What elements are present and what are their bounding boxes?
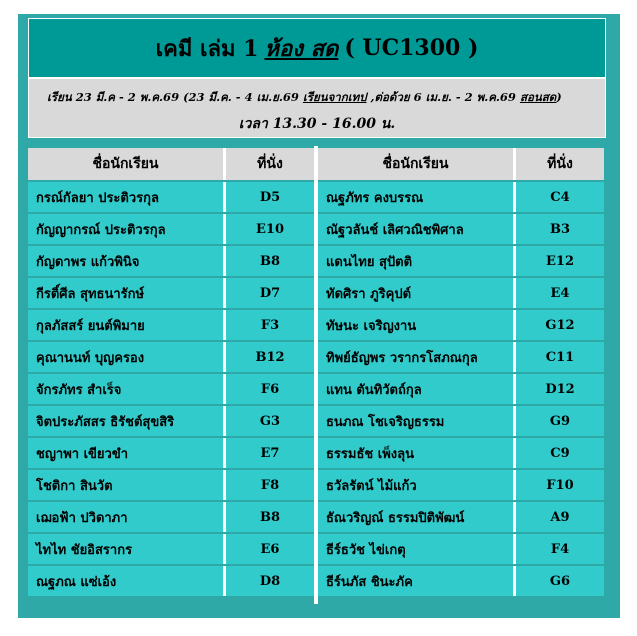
table-row xyxy=(28,406,314,436)
schedule-info xyxy=(28,78,606,138)
seating-table-left xyxy=(28,146,314,598)
table-row xyxy=(28,278,314,308)
student-name: ณัฐวลันช์ เลิศวณิชพิศาล xyxy=(318,214,516,244)
seat-number: B3 xyxy=(516,214,604,244)
page-title xyxy=(28,18,606,78)
seat-number: B8 xyxy=(226,502,314,532)
table-row xyxy=(318,406,604,436)
seat-number: A9 xyxy=(516,502,604,532)
table-row xyxy=(28,566,314,596)
title-room: ห้อง สด xyxy=(264,35,339,62)
seat-number: F3 xyxy=(226,310,314,340)
student-name: ทิพย์ธัญพร วรากรโสภณกุล xyxy=(318,342,516,372)
dates-part-a: เรียน 23 มี.ค - 2 พ.ค.69 (23 มี.ค. - 4 เม.ย.69 xyxy=(47,90,303,104)
seat-number: E12 xyxy=(516,246,604,276)
table-row xyxy=(318,534,604,564)
table-row xyxy=(318,342,604,372)
seat-number: D5 xyxy=(226,182,314,212)
student-name: กัญญากรณ์ ประติวรกุล xyxy=(28,214,226,244)
seat-number: C9 xyxy=(516,438,604,468)
student-name: ธัณวริญณ์ ธรรมปิติพัฒน์ xyxy=(318,502,516,532)
dates-part-b: เรียนจากเทป xyxy=(302,90,367,104)
student-name: แดนไทย สุปัตติ xyxy=(318,246,516,276)
seat-number: B12 xyxy=(226,342,314,372)
student-name: ธวัลรัตน์ ไม้แก้ว xyxy=(318,470,516,500)
table-row xyxy=(28,182,314,212)
student-name: จักรภัทร สำเร็จ xyxy=(28,374,226,404)
seating-table-right xyxy=(318,146,604,598)
student-name: กัญดาพร แก้วพินิจ xyxy=(28,246,226,276)
column-header-name: ชื่อนักเรียน xyxy=(318,148,516,180)
student-name: ทัดศิรา ภูริคุปต์ xyxy=(318,278,516,308)
seat-number: C11 xyxy=(516,342,604,372)
student-name: ธนภณ โชเจริญธรรม xyxy=(318,406,516,436)
seat-number: E7 xyxy=(226,438,314,468)
table-row xyxy=(318,310,604,340)
seat-number: F8 xyxy=(226,470,314,500)
table-row xyxy=(318,278,604,308)
table-row xyxy=(28,502,314,532)
table-row xyxy=(28,470,314,500)
student-name: ณฐภัทร คงบรรณ xyxy=(318,182,516,212)
student-name: กีรติ์ศีล สุทธนารักษ์ xyxy=(28,278,226,308)
column-header-seat: ที่นั่ง xyxy=(516,148,604,180)
seat-number: G3 xyxy=(226,406,314,436)
table-row xyxy=(318,214,604,244)
student-name: ไทไท ชัยอิสรากร xyxy=(28,534,226,564)
student-name: เฌอฟ้า ปวิดาภา xyxy=(28,502,226,532)
seat-number: F4 xyxy=(516,534,604,564)
schedule-dates xyxy=(47,89,562,107)
seat-number: G12 xyxy=(516,310,604,340)
seat-number: E10 xyxy=(226,214,314,244)
table-row xyxy=(28,374,314,404)
student-name: ธีร์ธวัช ไข่เกตุ xyxy=(318,534,516,564)
seat-number: F6 xyxy=(226,374,314,404)
dates-part-c: ,ต่อด้วย 6 เม.ย. - 2 พ.ค.69 xyxy=(366,90,520,104)
seat-number: B8 xyxy=(226,246,314,276)
table-row xyxy=(318,566,604,596)
student-name: โชติกา สินวัต xyxy=(28,470,226,500)
student-name: ธรรมธัช เพ็งลุน xyxy=(318,438,516,468)
dates-part-e: ) xyxy=(556,90,562,104)
seat-number: F10 xyxy=(516,470,604,500)
seat-number: C4 xyxy=(516,182,604,212)
student-name: ณฐภณ แซ่เอ้ง xyxy=(28,566,226,596)
table-row xyxy=(318,470,604,500)
table-row xyxy=(28,438,314,468)
seat-number: E6 xyxy=(226,534,314,564)
table-row xyxy=(318,438,604,468)
table-row xyxy=(28,214,314,244)
column-header-seat: ที่นั่ง xyxy=(226,148,314,180)
table-row xyxy=(318,374,604,404)
student-name: กรณ์กัลยา ประติวรกุล xyxy=(28,182,226,212)
dates-part-d: สอนสด xyxy=(519,90,557,104)
seat-number: G9 xyxy=(516,406,604,436)
seat-number: D7 xyxy=(226,278,314,308)
table-row xyxy=(318,502,604,532)
seat-number: G6 xyxy=(516,566,604,596)
title-subject: เคมี เล่ม 1 xyxy=(155,35,259,62)
seat-number: D8 xyxy=(226,566,314,596)
table-row xyxy=(318,182,604,212)
student-name: คุณานนท์ บุญครอง xyxy=(28,342,226,372)
table-row xyxy=(28,342,314,372)
table-row xyxy=(28,534,314,564)
table-row xyxy=(28,246,314,276)
student-name: ธีร์นภัส ชินะภัค xyxy=(318,566,516,596)
seat-number: E4 xyxy=(516,278,604,308)
student-name: ชญาพา เขียวขำ xyxy=(28,438,226,468)
column-header-name: ชื่อนักเรียน xyxy=(28,148,226,180)
schedule-time: เวลา 13.30 - 16.00 น. xyxy=(238,116,396,132)
student-name: กุลภัสสร์ ยนต์พิมาย xyxy=(28,310,226,340)
title-code: ( UC1300 ) xyxy=(344,35,479,61)
table-row xyxy=(28,310,314,340)
student-name: ทัษนะ เจริญงาน xyxy=(318,310,516,340)
table-header-row xyxy=(318,148,604,180)
seat-number: D12 xyxy=(516,374,604,404)
table-header-row xyxy=(28,148,314,180)
student-name: แทน ตันทิวัตถ์กุล xyxy=(318,374,516,404)
student-name: จิตประภัสสร ธิรัชต์สุขสิริ xyxy=(28,406,226,436)
table-row xyxy=(318,246,604,276)
